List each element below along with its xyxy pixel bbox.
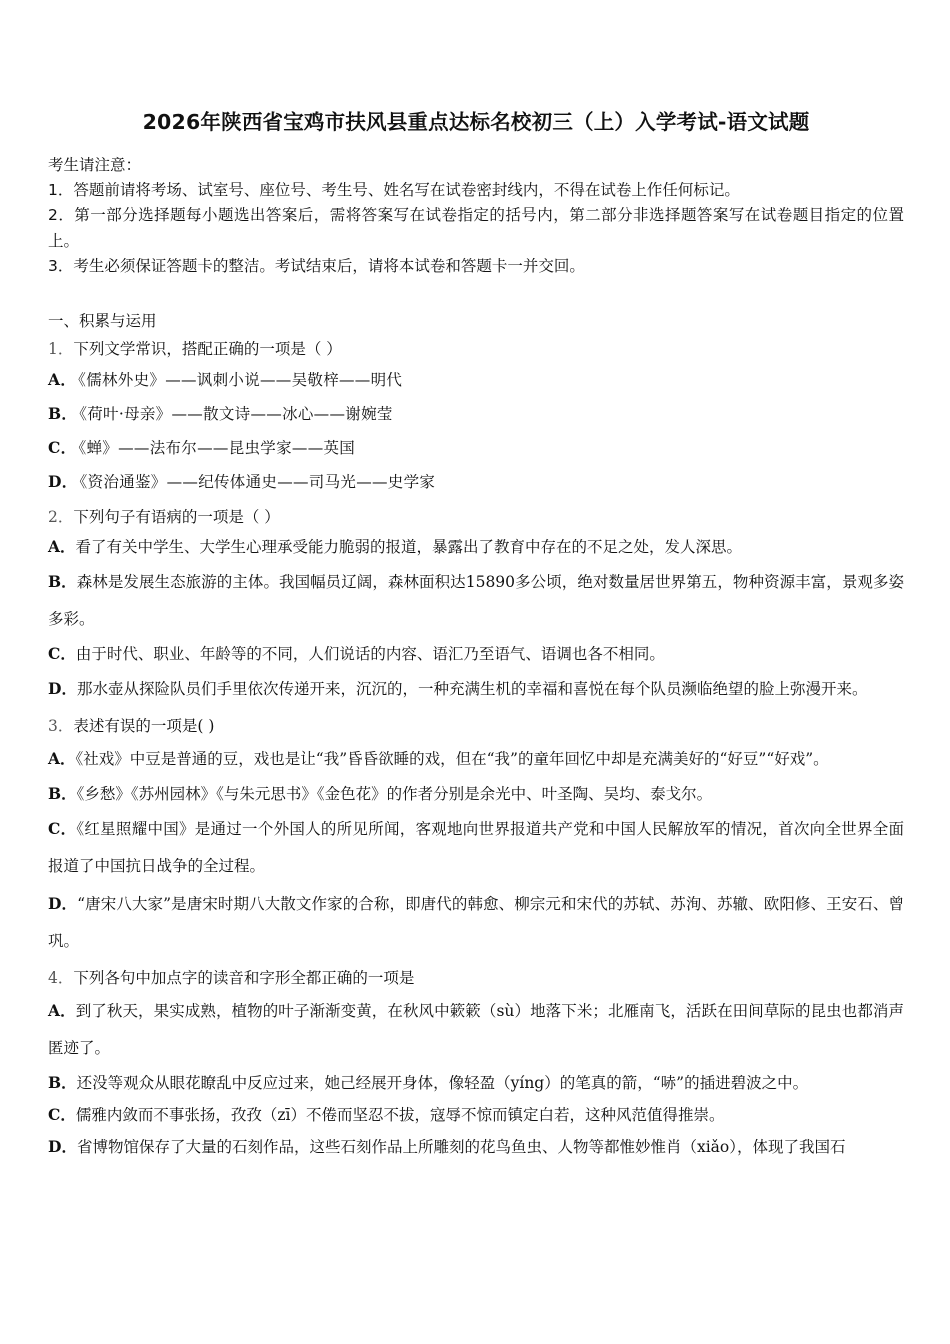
notice-item-1: 1．答题前请将考场、试室号、座位号、考生号、姓名写在试卷密封线内，不得在试卷上作任何标记。	[48, 180, 740, 199]
option-label: D．	[48, 471, 78, 491]
option-label: A．	[48, 369, 77, 389]
notice-item-2: 2．第一部分选择题每小题选出答案后，需将答案写在试卷指定的括号内，第二部分非选择题答案写在试卷题目指定的位置上。	[48, 206, 904, 250]
spacer	[48, 708, 904, 711]
question-3-number: 3．	[48, 716, 74, 735]
page-content	[48, 0, 904, 1163]
option-label: A．	[48, 748, 76, 768]
question-2-number: 2．	[48, 507, 74, 526]
option-text: 《乡愁》《苏州园林》《与朱元思书》《金色花》的作者分别是余光中、叶圣陶、吴均、泰戈尔。	[76, 784, 713, 803]
option-label: B．	[48, 1072, 77, 1092]
question-4-option-d[interactable]	[48, 1131, 904, 1163]
question-1-option-b[interactable]	[48, 397, 904, 431]
question-4-stem	[48, 965, 904, 992]
option-text: “唐宋八大家”是唐宋时期八大散文作家的合称，即唐代的韩愈、柳宗元和宋代的苏轼、苏洵、苏辙、欧阳修、王安石、曾巩。	[48, 894, 904, 950]
question-3-option-a[interactable]	[48, 740, 904, 778]
section-heading-1: 一、积累与运用	[48, 311, 157, 330]
notice-heading: 考生请注意：	[48, 155, 142, 174]
option-label: A．	[48, 536, 76, 556]
question-2-option-a[interactable]	[48, 531, 904, 563]
question-4-option-a[interactable]	[48, 992, 904, 1067]
question-3-option-d[interactable]	[48, 885, 904, 960]
question-4-option-c[interactable]	[48, 1099, 904, 1131]
option-text: 儒雅内敛而不事张扬，孜孜（zī）不倦而坚忍不拔，寇辱不惊而镇定白若，这种风范值得推崇。	[75, 1105, 725, 1124]
option-text: 还没等观众从眼花瞭乱中反应过来，她己经展开身体，像轻盈（yíng）的笔真的箭，“哧”的插进碧波之中。	[76, 1073, 809, 1092]
option-label: D．	[48, 893, 78, 913]
question-1-option-c[interactable]	[48, 431, 904, 465]
question-2-stem	[48, 504, 904, 531]
option-text: 由于时代、职业、年龄等的不同，人们说话的内容、语汇乃至语气、语调也各不相同。	[75, 644, 665, 663]
option-text: 看了有关中学生、大学生心理承受能力脆弱的报道，暴露出了教育中存在的不足之处，发人深思。	[75, 537, 743, 556]
option-text: 森林是发展生态旅游的主体。我国幅员辽阔，森林面积达15890多公顷，绝对数量居世界第五，物种资源丰富，景观多姿多彩。	[48, 572, 905, 628]
question-1-text: 下列文学常识，搭配正确的一项是（ ）	[73, 339, 342, 358]
option-text: 省博物馆保存了大量的石刻作品，这些石刻作品上所雕刻的花鸟鱼虫、人物等都惟妙惟肖（xiǎo），体现了我国石	[76, 1137, 846, 1156]
question-4-text: 下列各句中加点字的读音和字形全都正确的一项是	[73, 968, 415, 987]
question-1-number: 1．	[48, 339, 74, 358]
question-2-option-c[interactable]	[48, 638, 904, 670]
question-3-option-b[interactable]	[48, 778, 904, 810]
option-label: C．	[48, 643, 76, 663]
question-4-option-b[interactable]	[48, 1067, 904, 1099]
question-3-option-c[interactable]	[48, 810, 904, 885]
option-label: C．	[48, 437, 77, 457]
question-2-option-b[interactable]	[48, 563, 904, 638]
option-label: C．	[48, 818, 77, 838]
question-1-stem	[48, 336, 904, 363]
question-2-option-d[interactable]	[48, 670, 904, 708]
question-1-option-a[interactable]	[48, 363, 904, 397]
option-label: D．	[48, 1136, 77, 1156]
option-text: 《荷叶·母亲》——散文诗——冰心——谢婉莹	[79, 404, 393, 423]
option-text: 《蝉》——法布尔——昆虫学家——英国	[78, 438, 356, 457]
question-2-text: 下列句子有语病的一项是（ ）	[73, 507, 280, 526]
spacer	[48, 499, 904, 502]
spacer	[48, 960, 904, 963]
notice-item-3: 3．考生必须保证答题卡的整洁。考试结束后，请将本试卷和答题卡一并交回。	[48, 257, 585, 276]
option-text: 到了秋天，果实成熟，植物的叶子渐渐变黄，在秋风中簌簌（sù）地落下米；北雁南飞，活跃在田间草际的昆虫也都消声匿迹了。	[48, 1001, 904, 1057]
question-1-option-d[interactable]	[48, 465, 904, 499]
option-label: B．	[48, 403, 78, 423]
option-label: B．	[48, 571, 77, 591]
option-text: 那水壶从探险队员们手里依次传递开来，沉沉的，一种充满生机的幸福和喜悦在每个队员濒临绝望的脸上弥漫开来。	[76, 679, 868, 698]
option-text: 《红星照耀中国》是通过一个外国人的所见所闻，客观地向世界报道共产党和中国人民解放军的情况，首次向全世界全面报道了中国抗日战争的全过程。	[48, 819, 904, 875]
option-label: B．	[48, 783, 77, 803]
question-3-stem	[48, 713, 904, 740]
option-text: 《社戏》中豆是普通的豆，戏也是让“我”昏昏欲睡的戏，但在“我”的童年回忆中却是充满美好的“好豆”“好戏”。	[75, 749, 829, 768]
page-title: 2026年陕西省宝鸡市扶风县重点达标名校初三（上）入学考试-语文试题	[142, 110, 810, 134]
option-text: 《资治通鉴》——纪传体通史——司马光——史学家	[79, 472, 436, 491]
option-label: A．	[48, 1000, 76, 1020]
question-4-number: 4．	[48, 968, 74, 987]
option-text: 《儒林外史》——讽刺小说——吴敬梓——明代	[78, 370, 403, 389]
exam-notice-block	[48, 153, 904, 280]
option-label: D．	[48, 678, 77, 698]
option-label: C．	[48, 1104, 76, 1124]
question-3-text: 表述有误的一项是( )	[73, 716, 215, 735]
